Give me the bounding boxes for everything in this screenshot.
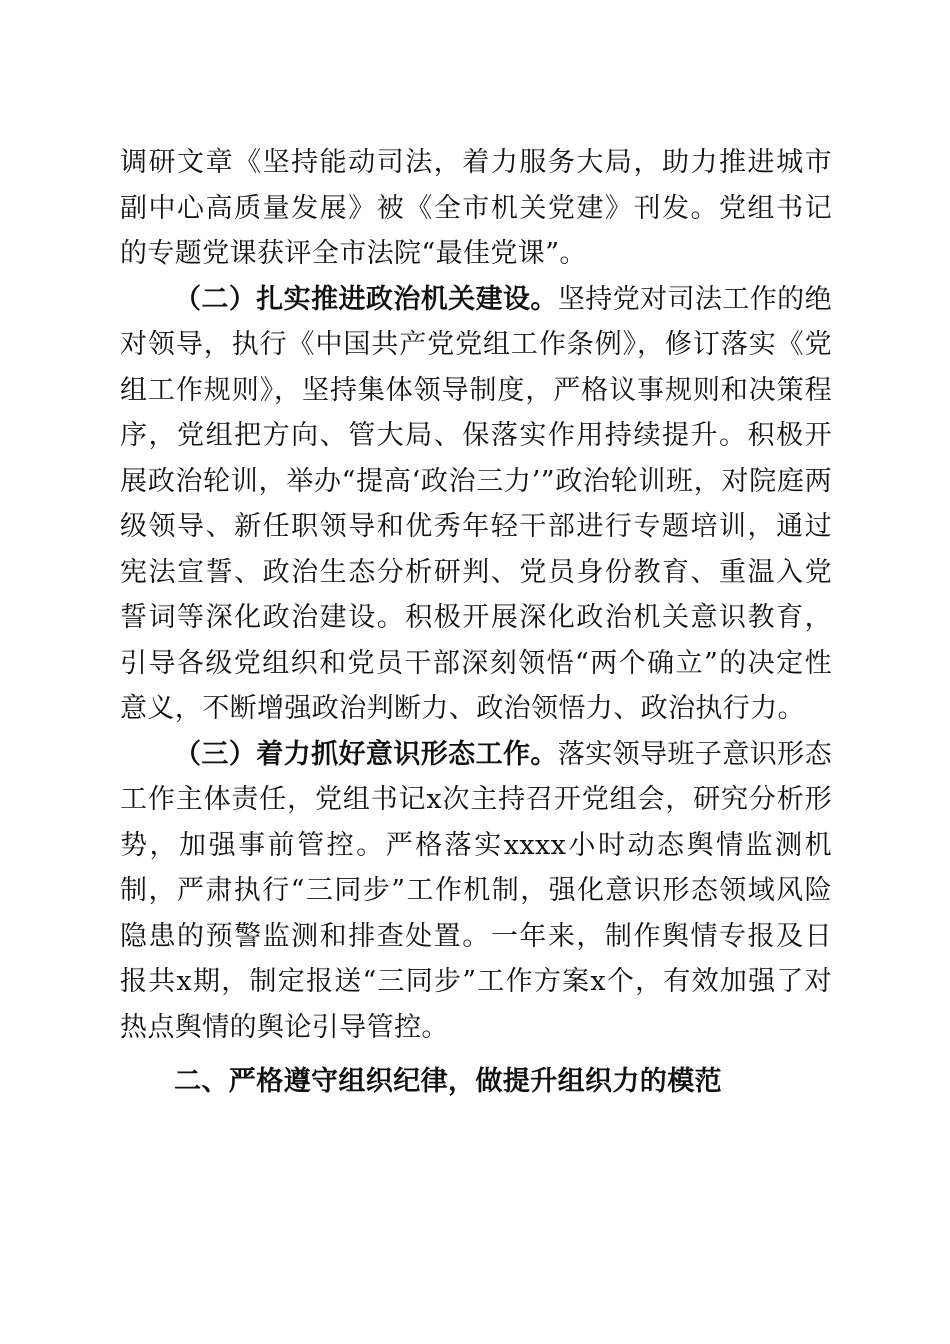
paragraph-lead: （三）着力抓好意识形态工作。 (174, 738, 558, 770)
paragraph-continuation (120, 140, 832, 277)
paragraph-political-organ (120, 277, 832, 732)
paragraph-text: 调研文章《坚持能动司法，着力服务大局，助力推进城市副中心高质量发展》被《全市机关党建》刊发。党组书记的专题党课获评全市法院“最佳党课”。 (120, 147, 832, 269)
section-heading: 二、严格遵守组织纪律，做提升组织力的模范 (174, 1066, 722, 1097)
paragraph-text: 落实领导班子意识形态工作主体责任，党组书记x次主持召开党组会，研究分析形势，加强事前管控。严格落实xxxx小时动态舆情监测机制，严肃执行“三同步”工作机制，强化意识形态领域风险隐患的预警监测和排查处置。一年来，制作舆情专报及日报共x期，制定报送“三同步”工作方案x个，有效加强了对热点舆情的舆论引导管控。 (120, 738, 832, 1043)
paragraph-text: 坚持党对司法工作的绝对领导，执行《中国共产党党组工作条例》，修订落实《党组工作规则》，坚持集体领导制度，严格议事规则和决策程序，党组把方向、管大局、保落实作用持续提升。积极开展政治轮训，举办“提高‘政治三力’”政治轮训班，对院庭两级领导、新任职领导和优秀年轻干部进行专题培训，通过宪法宣誓、政治生态分析研判、党员身份教育、重温入党誓词等深化政治建设。积极开展深化政治机关意识教育，引导各级党组织和党员干部深刻领悟“两个确立”的决定性意义，不断增强政治判断力、政治领悟力、政治执行力。 (120, 283, 832, 724)
paragraph-lead: （二）扎实推进政治机关建设。 (174, 283, 558, 315)
paragraph-ideology-work (120, 732, 832, 1051)
document-body (120, 140, 832, 1105)
